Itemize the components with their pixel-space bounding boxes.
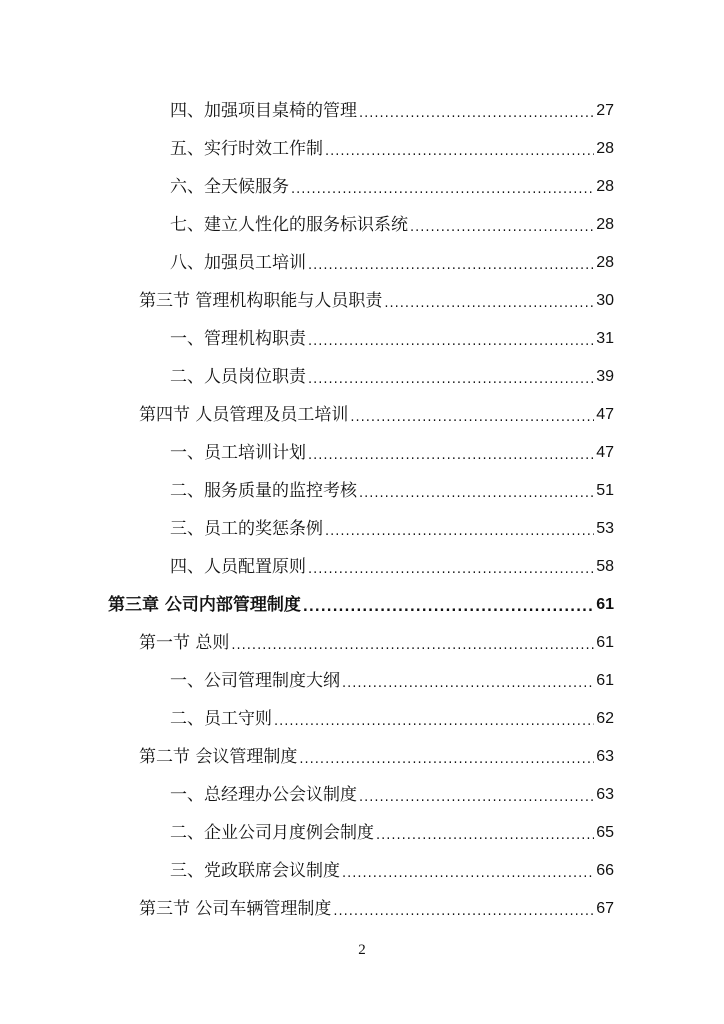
toc-entry-page: 28 (596, 140, 614, 157)
toc-dot-leader (333, 893, 594, 931)
toc-entry[interactable] (0, 92, 724, 130)
toc-entry-title: 二、服务质量的监控考核 (170, 481, 357, 501)
toc-entry-page: 65 (596, 824, 614, 841)
toc-entry-page: 39 (596, 368, 614, 385)
toc-entry[interactable] (0, 776, 724, 814)
toc-entry-page: 30 (596, 292, 614, 309)
toc-entry[interactable] (0, 548, 724, 586)
toc-entry[interactable] (0, 852, 724, 890)
toc-dot-leader (308, 247, 594, 285)
toc-entry[interactable] (0, 662, 724, 700)
toc-dot-leader (350, 399, 594, 437)
toc-entry-title: 三、员工的奖惩条例 (170, 519, 323, 539)
toc-entry-page: 28 (596, 216, 614, 233)
toc-entry-page: 58 (596, 558, 614, 575)
toc-entry-title: 第二节 会议管理制度 (139, 747, 298, 767)
toc-entry-title: 四、加强项目桌椅的管理 (170, 101, 357, 121)
page-number: 2 (358, 942, 366, 958)
toc-entry-title: 六、全天候服务 (170, 177, 289, 197)
toc-entry-title: 第三节 公司车辆管理制度 (139, 899, 332, 919)
toc-entry-title: 一、总经理办公会议制度 (170, 785, 357, 805)
toc-entry-page: 66 (596, 862, 614, 879)
toc-entry[interactable] (0, 358, 724, 396)
toc-entry-title: 一、员工培训计划 (170, 443, 306, 463)
toc-dot-leader (376, 817, 594, 855)
toc-dot-leader (410, 209, 594, 247)
toc-dot-leader (308, 323, 594, 361)
toc-dot-leader (359, 95, 594, 133)
toc-dot-leader (342, 855, 594, 893)
toc-entry-title: 二、企业公司月度例会制度 (170, 823, 374, 843)
toc-dot-leader (359, 475, 594, 513)
toc-entry-title: 四、人员配置原则 (170, 557, 306, 577)
toc-entry-title: 第四节 人员管理及员工培训 (139, 405, 349, 425)
toc-dot-leader (384, 285, 594, 323)
toc-entry[interactable] (0, 700, 724, 738)
toc-dot-leader (308, 551, 594, 589)
toc-entry[interactable] (0, 814, 724, 852)
toc-entry-title: 一、公司管理制度大纲 (170, 671, 340, 691)
toc-entry-page: 51 (596, 482, 614, 499)
toc-entry-page: 61 (596, 672, 614, 689)
toc-dot-leader (231, 627, 594, 665)
toc-dot-leader (299, 741, 594, 779)
toc-entry-page: 47 (596, 406, 614, 423)
toc-dot-leader (325, 133, 594, 171)
toc-entry-title: 第三节 管理机构职能与人员职责 (139, 291, 383, 311)
toc-entry[interactable] (0, 434, 724, 472)
toc-entry-page: 27 (596, 102, 614, 119)
toc-dot-leader (308, 361, 594, 399)
toc-entry-page: 28 (596, 178, 614, 195)
toc-entry-page: 61 (596, 634, 614, 651)
table-of-contents (0, 92, 724, 928)
toc-entry-page: 63 (596, 786, 614, 803)
toc-entry-title: 三、党政联席会议制度 (170, 861, 340, 881)
toc-dot-leader (308, 437, 594, 475)
toc-dot-leader (325, 513, 594, 551)
toc-entry-title: 一、管理机构职责 (170, 329, 306, 349)
toc-entry-page: 67 (596, 900, 614, 917)
toc-entry-title: 二、员工守则 (170, 709, 272, 729)
toc-entry[interactable] (0, 244, 724, 282)
toc-entry[interactable] (0, 472, 724, 510)
toc-entry[interactable] (0, 168, 724, 206)
toc-entry[interactable] (0, 206, 724, 244)
toc-entry-title: 五、实行时效工作制 (170, 139, 323, 159)
toc-entry-page: 53 (596, 520, 614, 537)
toc-entry-title: 二、人员岗位职责 (170, 367, 306, 387)
toc-section-entry[interactable] (0, 624, 724, 662)
toc-entry[interactable] (0, 510, 724, 548)
toc-entry[interactable] (0, 320, 724, 358)
toc-section-entry[interactable] (0, 890, 724, 928)
toc-section-entry[interactable] (0, 282, 724, 320)
toc-entry-title: 八、加强员工培训 (170, 253, 306, 273)
toc-entry-title: 第一节 总则 (139, 633, 230, 653)
toc-dot-leader (303, 589, 594, 627)
toc-section-entry[interactable] (0, 396, 724, 434)
toc-entry-title: 第三章 公司内部管理制度 (108, 595, 301, 615)
toc-entry-page: 62 (596, 710, 614, 727)
toc-dot-leader (359, 779, 594, 817)
toc-dot-leader (291, 171, 594, 209)
toc-entry-page: 28 (596, 254, 614, 271)
toc-dot-leader (342, 665, 594, 703)
toc-entry-page: 63 (596, 748, 614, 765)
toc-dot-leader (274, 703, 594, 741)
toc-chapter-entry[interactable] (0, 586, 724, 624)
toc-entry-title: 七、建立人性化的服务标识系统 (170, 215, 408, 235)
toc-section-entry[interactable] (0, 738, 724, 776)
toc-entry-page: 61 (596, 596, 614, 613)
toc-entry[interactable] (0, 130, 724, 168)
toc-entry-page: 47 (596, 444, 614, 461)
toc-entry-page: 31 (596, 330, 614, 347)
